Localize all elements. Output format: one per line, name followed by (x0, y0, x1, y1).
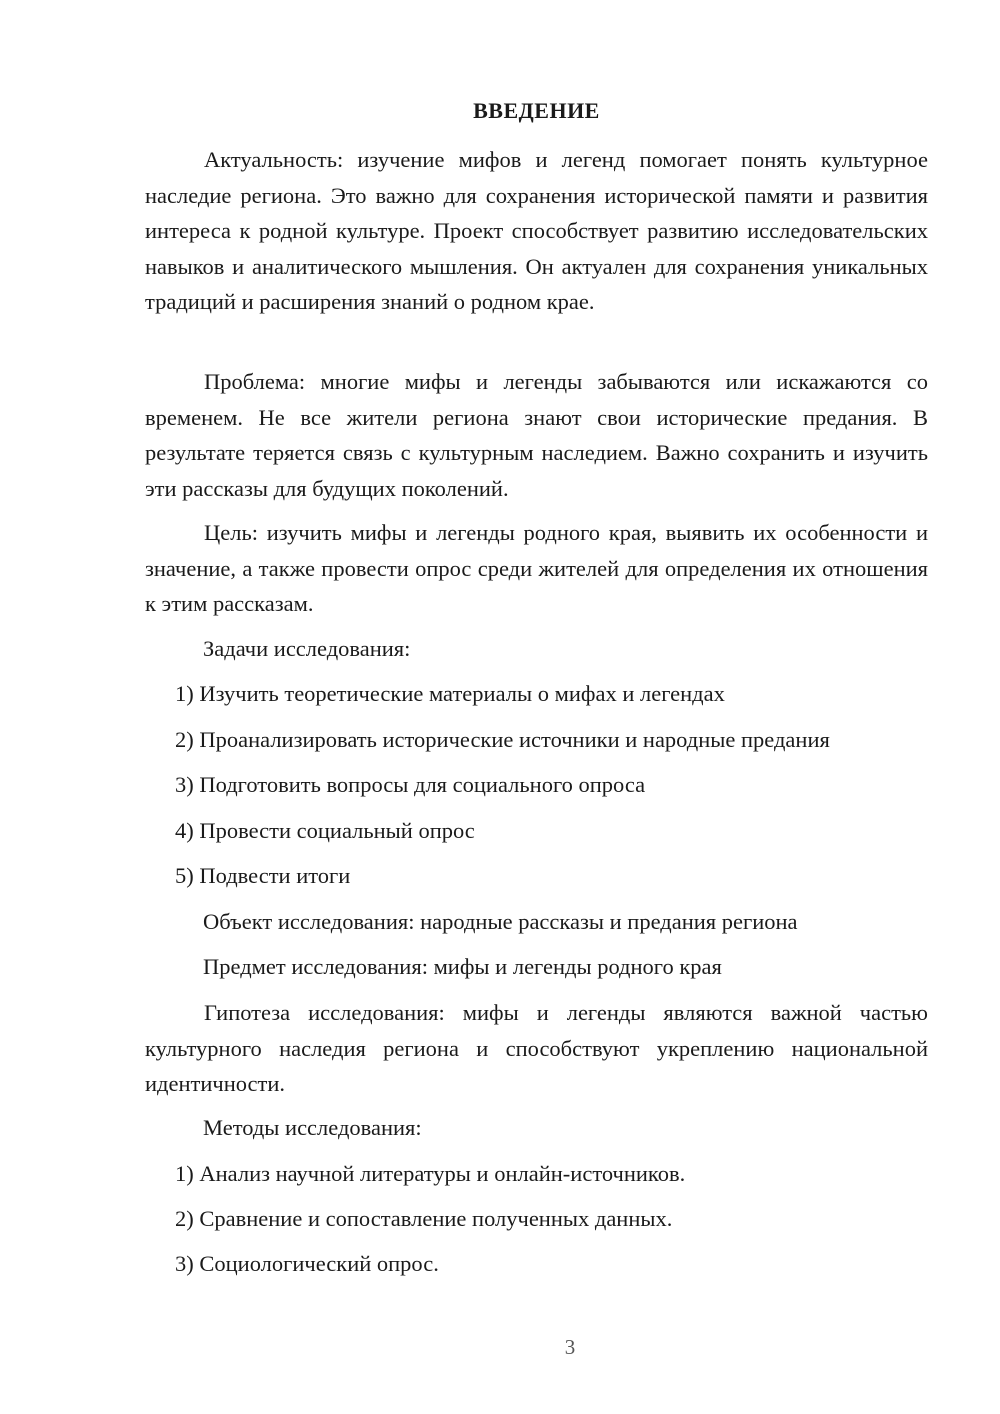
paragraph-problem: Проблема: многие мифы и легенды забываются или искажаются со временем. Не все жители региона знают свои исторические предания. В результате теряется связь с культурным наследием. Важно сохранить и изучить эти рассказы для будущих поколений. (145, 369, 928, 501)
task-item: 4) Провести социальный опрос (175, 818, 475, 843)
page-number: 3 (564, 1335, 576, 1359)
page-title: ВВЕДЕНИЕ (473, 98, 600, 123)
research-object: Объект исследования: народные рассказы и предания региона (203, 909, 798, 934)
paragraph-actuality: Актуальность: изучение мифов и легенд помогает понять культурное наследие региона. Это важно для сохранения исторической памяти и развития интереса к родной культуре. Проект способствует развитию исследовательских навыков и аналитического мышления. Он актуален для сохранения уникальных традиций и расширения знаний о родном крае. (145, 147, 928, 314)
task-item: 5) Подвести итоги (175, 863, 351, 888)
task-item: 3) Подготовить вопросы для социального опроса (175, 772, 646, 797)
method-item: 2) Сравнение и сопоставление полученных данных. (175, 1206, 673, 1231)
method-item: 3) Социологический опрос. (175, 1251, 439, 1276)
paragraph-goal: Цель: изучить мифы и легенды родного края, выявить их особенности и значение, а также провести опрос среди жителей для определения их отношения к этим рассказам. (145, 520, 928, 616)
methods-heading: Методы исследования: (203, 1115, 422, 1140)
paragraph-hypothesis: Гипотеза исследования: мифы и легенды являются важной частью культурного наследия региона и способствуют укреплению национальной идентичности. (145, 1000, 928, 1096)
method-item: 1) Анализ научной литературы и онлайн-источников. (175, 1161, 686, 1186)
task-item: 2) Проанализировать исторические источники и народные предания (175, 727, 830, 752)
tasks-heading: Задачи исследования: (203, 636, 411, 661)
research-subject: Предмет исследования: мифы и легенды родного края (203, 954, 722, 979)
task-item: 1) Изучить теоретические материалы о мифах и легендах (175, 681, 725, 706)
